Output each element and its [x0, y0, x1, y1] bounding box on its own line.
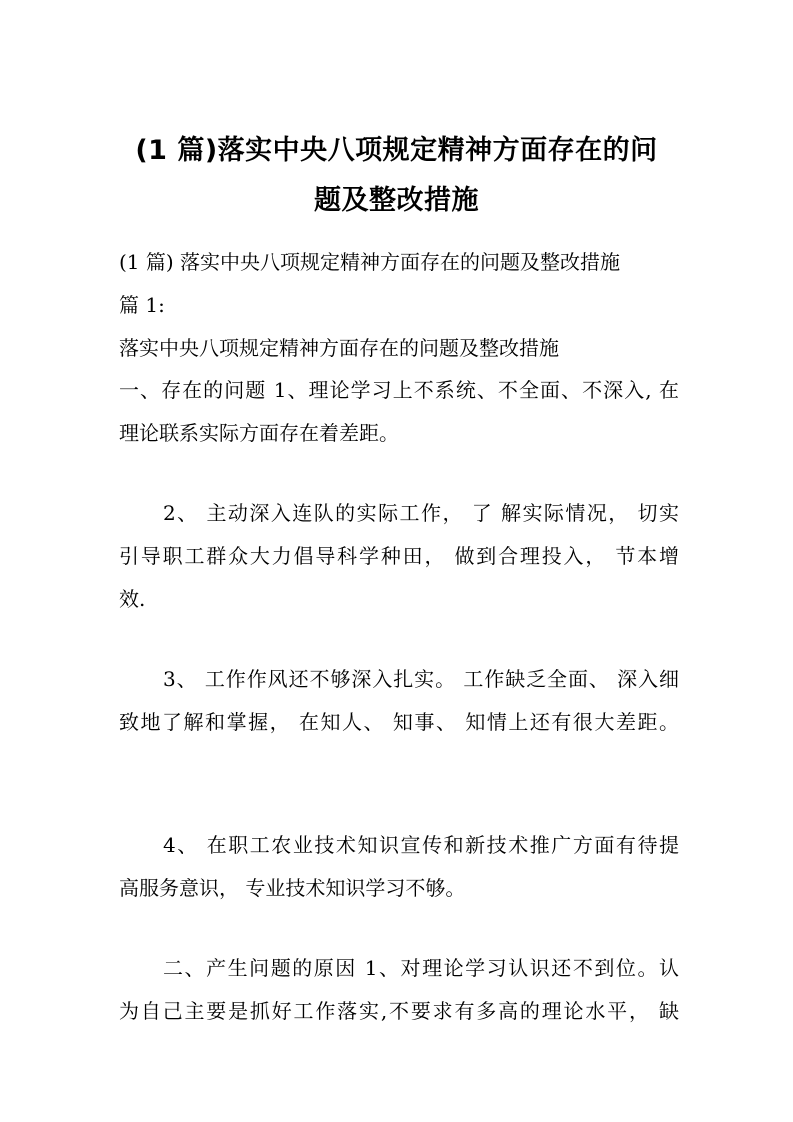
paragraph-1-line-2: 理论联系实际方面存在着差距。	[119, 421, 399, 445]
paragraph-4-line-1: 4、 在职工农业技术知识宣传和新技术推广方面有待提	[163, 833, 679, 857]
paragraph-2-line-2: 引导职工群众大力倡导科学种田， 做到合理投入， 节本增	[119, 544, 679, 568]
title-line-2: 题及整改措施	[314, 185, 479, 216]
paragraph-3-line-2: 致地了解和掌握， 在知人、 知事、 知情上还有很大差距。	[119, 710, 679, 734]
title-line-1: (1 篇)落实中央八项规定精神方面存在的问	[135, 135, 658, 166]
document-title	[110, 126, 683, 226]
paragraph-2-line-1: 2、 主动深入连队的实际工作， 了 解实际情况， 切实	[163, 501, 679, 525]
paragraph-3-line-1: 3、 工作作风还不够深入扎实。 工作缺乏全面、 深入细	[163, 667, 679, 691]
paragraph-2-line-3: 效.	[119, 587, 146, 611]
subtitle-line: (1 篇) 落实中央八项规定精神方面存在的问题及整改措施	[119, 250, 621, 274]
section-label: 篇 1:	[119, 293, 165, 317]
section-heading: 落实中央八项规定精神方面存在的问题及整改措施	[119, 336, 559, 360]
paragraph-4-line-2: 高服务意识， 专业技术知识学习不够。	[119, 876, 466, 900]
paragraph-5-line-2: 为自己主要是抓好工作落实,不要求有多高的理论水平， 缺	[119, 999, 679, 1023]
paragraph-5-line-1: 二、产生问题的原因 1、对理论学习认识还不到位。认	[163, 956, 679, 980]
paragraph-1-line-1: 一、存在的问题 1、理论学习上不系统、不全面、不深入, 在	[119, 378, 679, 402]
